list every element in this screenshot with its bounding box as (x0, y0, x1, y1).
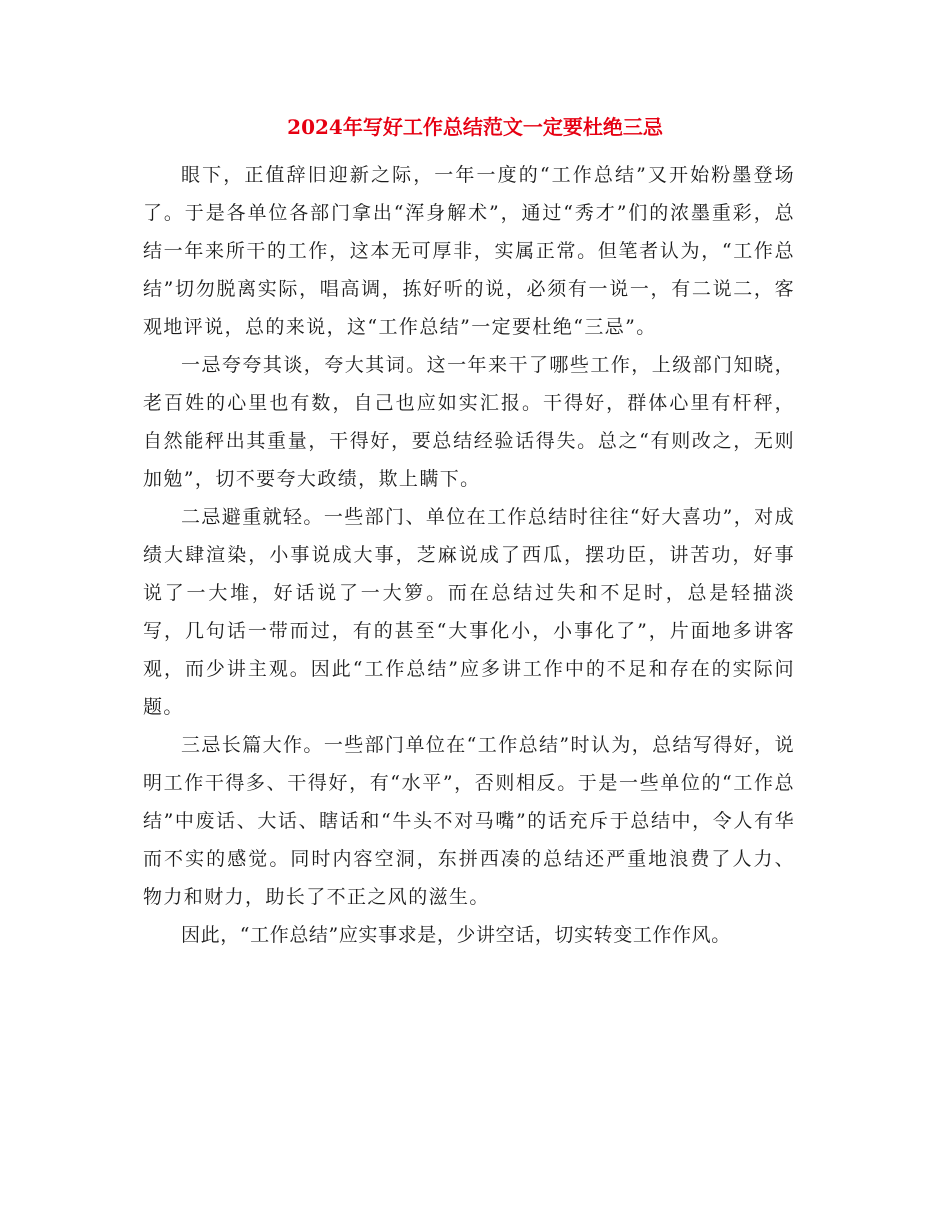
document-title: 2024年写好工作总结范文一定要杜绝三忌 (287, 115, 663, 139)
paragraph-conclusion: 因此，“工作总结”应实事求是，少讲空话，切实转变工作作风。 (181, 924, 731, 946)
paragraph-second-taboo: 二忌避重就轻。一些部门、单位在工作总结时往往“好大喜功”，对成绩大肆渲染，小事说成大事，芝麻说成了西瓜，摆功臣，讲苦功，好事说了一大堆，好话说了一大箩。而在总结过失和不足时，总是轻描淡写，几句话一带而过，有的甚至“大事化小，小事化了”，片面地多讲客观，而少讲主观。因此“工作总结”应多讲工作中的不足和存在的实际问题。 (143, 506, 795, 718)
paragraph-third-taboo: 三忌长篇大作。一些部门单位在“工作总结”时认为，总结写得好，说明工作干得多、干得好，有“水平”，否则相反。于是一些单位的“工作总结”中废话、大话、瞎话和“牛头不对马嘴”的话充斥于总结中，令人有华而不实的感觉。同时内容空洞，东拼西凑的总结还严重地浪费了人力、物力和财力，助长了不正之风的滋生。 (143, 734, 795, 908)
document-body (143, 156, 795, 954)
paragraph-first-taboo: 一忌夸夸其谈，夸大其词。这一年来干了哪些工作，上级部门知晓，老百姓的心里也有数，自己也应如实汇报。干得好，群体心里有杆秤，自然能秤出其重量，干得好，要总结经验话得失。总之“有则改之，无则加勉”，切不要夸大政绩，欺上瞒下。 (143, 354, 795, 490)
paragraph-intro: 眼下，正值辞旧迎新之际，一年一度的“工作总结”又开始粉墨登场了。于是各单位各部门拿出“浑身解术”，通过“秀才”们的浓墨重彩，总结一年来所干的工作，这本无可厚非，实属正常。但笔者认为，“工作总结”切勿脱离实际，唱高调，拣好听的说，必须有一说一，有二说二，客观地评说，总的来说，这“工作总结”一定要杜绝“三忌”。 (143, 164, 795, 338)
